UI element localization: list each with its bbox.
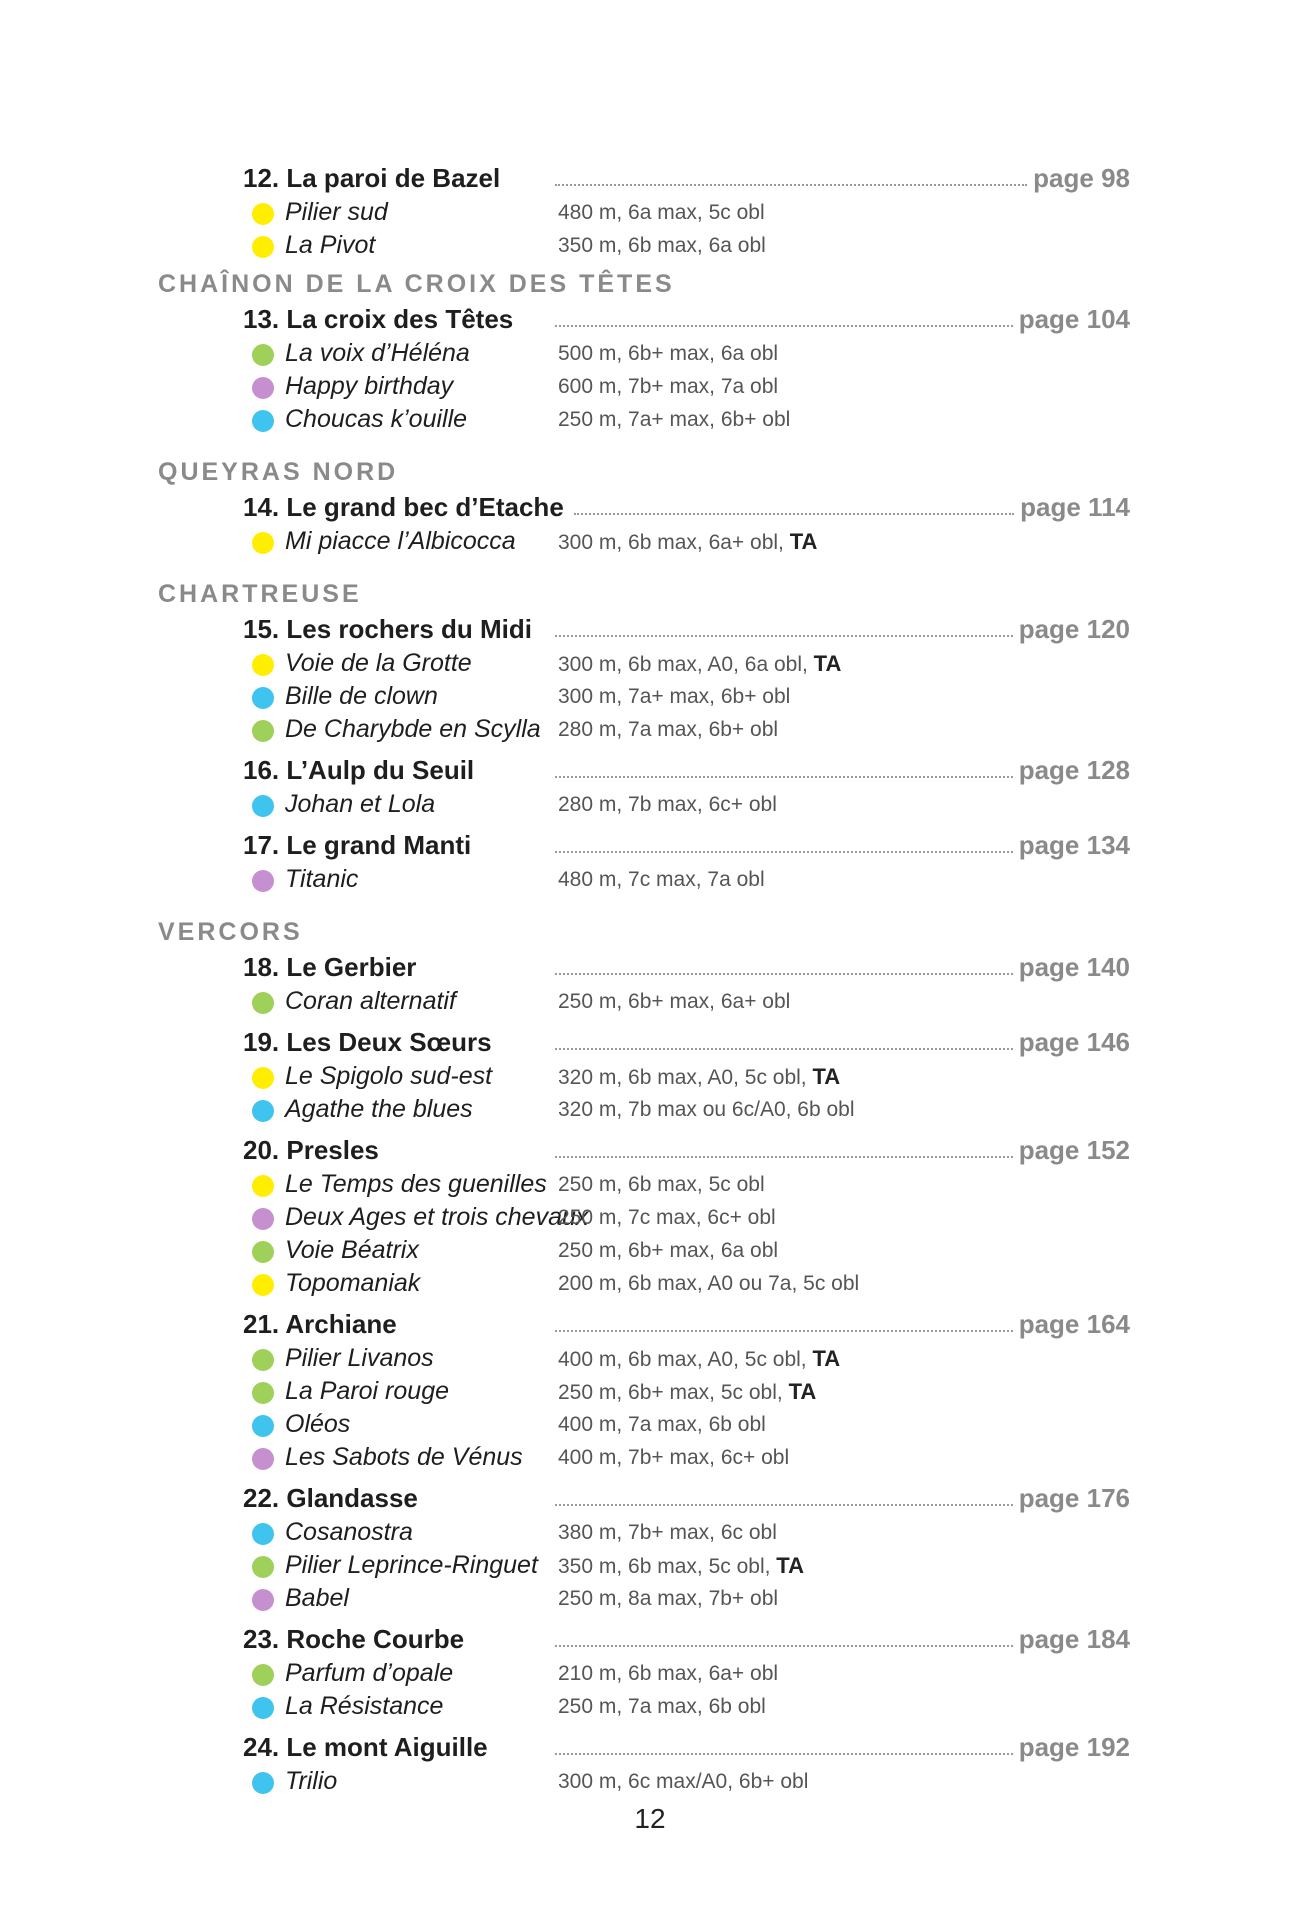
page-number: 12 [634,1803,666,1834]
route-name: La voix d’Héléna [285,339,470,367]
route-name: Cosanostra [285,1518,413,1546]
route-specs [558,1060,840,1093]
toc-entry[interactable] [0,489,1300,525]
route-specs [558,1441,789,1474]
route-row [0,863,1300,896]
toc-entry[interactable] [0,1024,1300,1060]
region-title: CHARTREUSE [158,580,362,608]
dot-leader [555,1753,1013,1755]
route-specs [558,1690,766,1723]
route-specs [558,985,790,1018]
route-row [0,1267,1300,1300]
route-row [0,1549,1300,1582]
dot-leader [555,973,1013,975]
route-specs [558,1168,765,1201]
site-title[interactable]: 15. Les rochers du Midi [243,611,542,647]
dot-leader [555,1156,1013,1158]
grade-dot-icon [252,344,274,366]
route-specs [558,1375,816,1408]
ta-marker: TA [788,1379,817,1404]
toc-entry[interactable] [0,1306,1300,1342]
route-name: Parfum d’opale [285,1659,454,1687]
region-title: VERCORS [158,918,303,946]
route-name: La Résistance [285,1692,444,1720]
route-specs-text: 280 m, 7b max, 6c+ obl [558,793,777,816]
page-reference[interactable]: page 146 [1015,1024,1130,1060]
route-name: Pilier Leprince-Ringuet [285,1551,538,1579]
route-name: Mi piacce l’Albicocca [285,527,516,555]
grade-dot-icon [252,1664,274,1686]
grade-dot-icon [252,532,274,554]
route-name: Topomaniak [285,1269,421,1297]
route-specs [558,1093,855,1126]
ta-marker: TA [813,651,842,676]
route-name: Pilier Livanos [285,1344,434,1372]
route-name: Voie de la Grotte [285,649,472,677]
route-row [0,1168,1300,1201]
dot-leader [555,851,1013,853]
region-section [0,262,1300,436]
route-specs-text: 210 m, 6b max, 6a+ obl [558,1662,779,1685]
route-specs [558,403,790,436]
toc-entry[interactable] [0,301,1300,337]
route-specs [558,370,778,403]
route-specs [558,863,765,896]
route-specs [558,1582,778,1615]
route-specs [558,788,777,821]
grade-dot-icon [252,1772,274,1794]
grade-dot-icon [252,1589,274,1611]
site-title[interactable]: 20. Presles [243,1132,389,1168]
ta-marker: TA [812,1064,841,1089]
grade-dot-icon [252,410,274,432]
page-reference[interactable]: page 192 [1015,1729,1130,1765]
route-row [0,1342,1300,1375]
route-specs [558,713,778,746]
site-title[interactable]: 12. La paroi de Bazel [243,160,510,196]
grade-dot-icon [252,687,274,709]
route-specs-text: 250 m, 6b+ max, 6a obl [558,1239,779,1262]
route-row [0,1375,1300,1408]
region-title: CHAÎNON DE LA CROIX DES TÊTES [158,270,675,298]
route-row [0,1060,1300,1093]
page-reference[interactable]: page 140 [1015,949,1130,985]
route-row [0,1657,1300,1690]
route-specs-text: 400 m, 7a max, 6b obl [558,1413,766,1436]
route-name: Happy birthday [285,372,454,400]
route-specs-text: 300 m, 7a+ max, 6b+ obl [558,685,791,708]
route-specs-text: 250 m, 7c max, 6c+ obl [558,1206,776,1229]
route-name: Deux Ages et trois chevaux [285,1203,589,1231]
grade-dot-icon [252,1448,274,1470]
dot-leader [555,1504,1013,1506]
site-title[interactable]: 24. Le mont Aiguille [243,1729,498,1765]
route-specs [558,229,766,262]
region-section [0,558,1300,896]
grade-dot-icon [252,1208,274,1230]
route-row [0,403,1300,436]
route-specs-text: 250 m, 7a max, 6b obl [558,1695,766,1718]
route-specs-text: 250 m, 7a+ max, 6b+ obl [558,408,791,431]
grade-dot-icon [252,1100,274,1122]
grade-dot-icon [252,1349,274,1371]
grade-dot-icon [252,1415,274,1437]
site-title[interactable]: 21. Archiane [243,1306,407,1342]
toc-entry[interactable] [0,1621,1300,1657]
route-row [0,1582,1300,1615]
route-row [0,1234,1300,1267]
route-name: Le Spigolo sud-est [285,1062,493,1090]
dot-leader [555,1645,1013,1647]
grade-dot-icon [252,1382,274,1404]
route-name: Coran alternatif [285,987,456,1015]
route-specs [558,1549,804,1582]
route-row [0,713,1300,746]
route-name: La Pivot [285,231,376,259]
page-reference[interactable]: page 134 [1015,827,1130,863]
toc-entry[interactable] [0,1480,1300,1516]
toc-entry[interactable] [0,949,1300,985]
ta-marker: TA [812,1346,841,1371]
site-title[interactable]: 22. Glandasse [243,1480,428,1516]
site-title[interactable]: 17. Le grand Manti [243,827,481,863]
route-name: Titanic [285,865,359,893]
site-title[interactable]: 14. Le grand bec d’Etache [243,489,574,525]
route-specs [558,1234,778,1267]
grade-dot-icon [252,795,274,817]
dot-leader [555,325,1013,327]
route-specs [558,196,765,229]
route-specs-text: 500 m, 6b+ max, 6a obl [558,342,779,365]
page-reference[interactable]: page 176 [1015,1480,1130,1516]
route-specs-text: 400 m, 7b+ max, 6c+ obl [558,1446,790,1469]
page-reference[interactable]: page 114 [1016,489,1130,525]
route-specs [558,337,778,370]
route-name: Babel [285,1584,349,1612]
route-specs-text: 300 m, 6c max/A0, 6b+ obl [558,1770,809,1793]
grade-dot-icon [252,1241,274,1263]
route-name: Le Temps des guenilles [285,1170,547,1198]
route-specs-text: 280 m, 7a max, 6b+ obl [558,718,779,741]
route-row [0,196,1300,229]
page-reference[interactable]: page 98 [1029,160,1130,196]
dot-leader [574,513,1014,515]
grade-dot-icon [252,654,274,676]
dot-leader [555,1330,1013,1332]
site-title[interactable]: 13. La croix des Têtes [243,301,523,337]
route-specs [558,680,790,713]
site-title[interactable]: 18. Le Gerbier [243,949,426,985]
route-row [0,1516,1300,1549]
route-specs-text: 250 m, 6b max, 5c obl [558,1173,765,1196]
route-specs-text: 380 m, 7b+ max, 6c obl [558,1521,777,1544]
page-reference[interactable]: page 120 [1015,611,1130,647]
route-specs [558,647,841,680]
route-specs-text: 200 m, 6b max, A0 ou 7a, 5c obl [558,1272,860,1295]
route-specs [558,1657,778,1690]
route-specs-text: 320 m, 6b max, A0, 5c obl, [558,1066,807,1089]
route-specs-text: 250 m, 6b+ max, 5c obl, [558,1381,783,1404]
route-row [0,985,1300,1018]
toc-entry[interactable] [0,1132,1300,1168]
region-section [0,436,1300,558]
page-reference[interactable]: page 152 [1015,1132,1130,1168]
grade-dot-icon [252,1067,274,1089]
route-specs [558,1267,859,1300]
grade-dot-icon [252,1274,274,1296]
grade-dot-icon [252,720,274,742]
route-specs-text: 480 m, 6a max, 5c obl [558,201,765,224]
grade-dot-icon [252,203,274,225]
route-row [0,1093,1300,1126]
grade-dot-icon [252,992,274,1014]
grade-dot-icon [252,1697,274,1719]
route-name: La Paroi rouge [285,1377,450,1405]
page-reference[interactable]: page 184 [1015,1621,1130,1657]
site-title[interactable]: 16. L’Aulp du Seuil [243,752,484,788]
dot-leader [555,184,1027,186]
route-row [0,370,1300,403]
route-row [0,337,1300,370]
page-reference[interactable]: page 104 [1015,301,1130,337]
route-name: Agathe the blues [285,1095,473,1123]
page-reference[interactable]: page 128 [1015,752,1130,788]
grade-dot-icon [252,236,274,258]
grade-dot-icon [252,1175,274,1197]
route-row [0,1690,1300,1723]
route-name: Voie Béatrix [285,1236,419,1264]
route-specs-text: 320 m, 7b max ou 6c/A0, 6b obl [558,1098,855,1121]
grade-dot-icon [252,1556,274,1578]
toc-entry[interactable] [0,1729,1300,1765]
grade-dot-icon [252,1523,274,1545]
grade-dot-icon [252,377,274,399]
route-specs [558,1516,777,1549]
route-specs-text: 300 m, 6b max, A0, 6a obl, [558,653,808,676]
route-specs [558,1765,808,1798]
route-name: Pilier sud [285,198,388,226]
route-row [0,1201,1300,1234]
route-name: Trilio [285,1767,338,1795]
route-row [0,1441,1300,1474]
site-title[interactable]: 23. Roche Courbe [243,1621,474,1657]
route-name: Choucas k’ouille [285,405,468,433]
region-title: QUEYRAS NORD [158,458,399,486]
route-specs-text: 480 m, 7c max, 7a obl [558,868,765,891]
toc-entry[interactable] [0,160,1300,196]
dot-leader [555,1048,1013,1050]
route-specs-text: 250 m, 6b+ max, 6a+ obl [558,990,791,1013]
route-name: Bille de clown [285,682,438,710]
route-specs-text: 300 m, 6b max, 6a+ obl, [558,531,784,554]
toc-entry[interactable] [0,752,1300,788]
grade-dot-icon [252,870,274,892]
route-name: Oléos [285,1410,351,1438]
region-section [0,896,1300,1798]
route-specs [558,525,817,558]
route-row [0,1408,1300,1441]
dot-leader [555,776,1013,778]
route-row [0,525,1300,558]
region-section [0,160,1300,262]
route-specs-text: 350 m, 6b max, 6a obl [558,234,766,257]
ta-marker: TA [776,1553,804,1578]
route-name: Les Sabots de Vénus [285,1443,523,1471]
route-specs-text: 350 m, 6b max, 5c obl, [558,1555,771,1578]
toc-entry[interactable] [0,827,1300,863]
route-row [0,1765,1300,1798]
route-name: Johan et Lola [285,790,436,818]
route-row [0,788,1300,821]
ta-marker: TA [789,529,818,554]
route-name: De Charybde en Scylla [285,715,541,743]
toc-entry[interactable] [0,611,1300,647]
route-row [0,680,1300,713]
route-specs [558,1408,766,1441]
page-reference[interactable]: page 164 [1015,1306,1130,1342]
route-row [0,647,1300,680]
route-specs-text: 400 m, 6b max, A0, 5c obl, [558,1348,807,1371]
route-specs [558,1201,776,1234]
route-specs-text: 600 m, 7b+ max, 7a obl [558,375,779,398]
route-row [0,229,1300,262]
dot-leader [555,635,1013,637]
route-specs [558,1342,840,1375]
site-title[interactable]: 19. Les Deux Sœurs [243,1024,502,1060]
route-specs-text: 250 m, 8a max, 7b+ obl [558,1587,779,1610]
